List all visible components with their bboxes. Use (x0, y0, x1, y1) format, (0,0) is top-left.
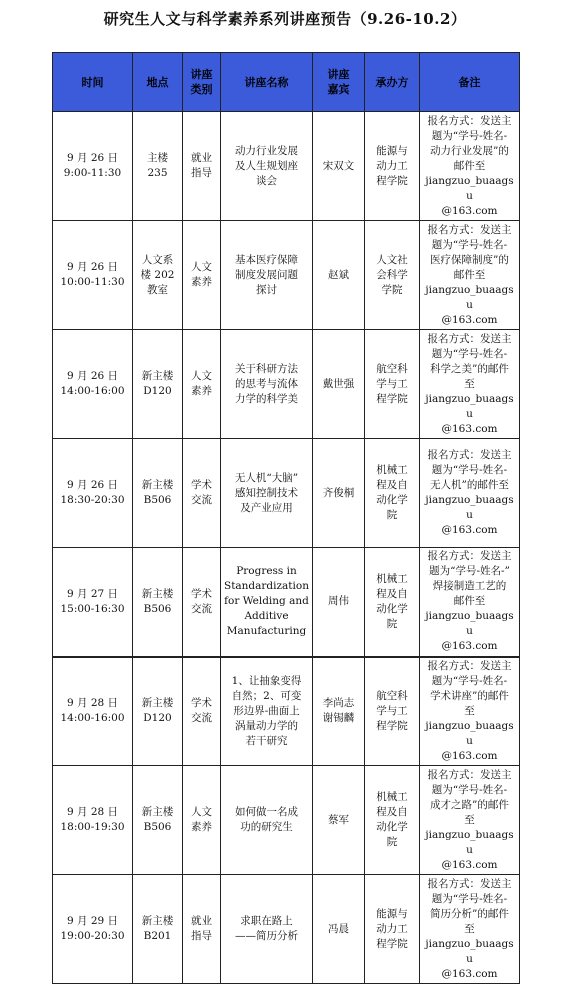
header-time: 时间 (53, 53, 133, 112)
cell-organizer: 人文社 会科学 学院 (365, 221, 420, 330)
cell-guest: 宋双文 (313, 112, 365, 221)
page-title: 研究生人文与科学素养系列讲座预告（9.26-10.2） (103, 10, 467, 28)
cell-place: 主楼 235 (133, 112, 183, 221)
cell-category: 人文 素养 (183, 766, 221, 875)
cell-category: 人文 素养 (183, 221, 221, 330)
cell-place: 新主楼 B506 (133, 439, 183, 548)
cell-category: 学术 交流 (183, 657, 221, 766)
cell-place: 新主楼 D120 (133, 330, 183, 439)
cell-time: 9 月 28 日 18:00-19:30 (53, 766, 133, 875)
cell-lecture-name: 关于科研方法 的思考与流体 力学的科学美 (221, 330, 313, 439)
cell-organizer: 机械工 程及自 动化学 院 (365, 439, 420, 548)
table-row (53, 548, 520, 657)
cell-guest: 蔡军 (313, 766, 365, 875)
cell-lecture-name: 求职在路上 ——简历分析 (221, 875, 313, 984)
cell-lecture-name: 如何做一名成 功的研究生 (221, 766, 313, 875)
cell-guest: 赵斌 (313, 221, 365, 330)
cell-time: 9 月 29 日 19:00-20:30 (53, 875, 133, 984)
cell-time: 9 月 26 日 14:00-16:00 (53, 330, 133, 439)
cell-lecture-name: 动力行业发展 及人生规划座 谈会 (221, 112, 313, 221)
table-row (53, 221, 520, 330)
cell-note: 报名方式：发送主 题为“学号-姓名- 科学之美”的邮件 至 jiangzuo_buaagsu @163.com (420, 330, 520, 439)
lecture-schedule-table (52, 52, 520, 984)
cell-time: 9 月 26 日 9:00-11:30 (53, 112, 133, 221)
cell-time: 9 月 28 日 14:00-16:00 (53, 657, 133, 766)
cell-note: 报名方式：发送主 题为“学号-姓名- 无人机”的邮件至 jiangzuo_buaagsu @163.com (420, 439, 520, 548)
cell-category: 就业 指导 (183, 875, 221, 984)
cell-guest: 周伟 (313, 548, 365, 657)
table-header-row (53, 53, 520, 112)
cell-note: 报名方式：发送主 题为“学号-姓名- 成才之路”的邮件 至 jiangzuo_buaagsu @163.com (420, 766, 520, 875)
cell-place: 新主楼 B506 (133, 766, 183, 875)
cell-time: 9 月 26 日 18:30-20:30 (53, 439, 133, 548)
table-row (53, 875, 520, 984)
cell-organizer: 能源与 动力工 程学院 (365, 112, 420, 221)
header-place: 地点 (133, 53, 183, 112)
cell-guest: 冯晨 (313, 875, 365, 984)
cell-category: 学术 交流 (183, 548, 221, 657)
table-row (53, 330, 520, 439)
cell-lecture-name: Progress in Standardization for Welding and Additive Manufacturing (221, 548, 313, 657)
cell-note: 报名方式：发送主 题为“学号-姓名-” 焊接制造工艺的 邮件至 jiangzuo_buaagsu @163.com (420, 548, 520, 657)
header-lecture-name: 讲座名称 (221, 53, 313, 112)
cell-guest: 齐俊桐 (313, 439, 365, 548)
header-category: 讲座 类别 (183, 53, 221, 112)
cell-place: 新主楼 B506 (133, 548, 183, 657)
cell-organizer: 机械工 程及自 动化学 院 (365, 766, 420, 875)
cell-category: 学术 交流 (183, 439, 221, 548)
cell-note: 报名方式：发送主 题为“学号-姓名- 动力行业发展”的 邮件至 jiangzuo_buaagsu @163.com (420, 112, 520, 221)
cell-organizer: 能源与 动力工 程学院 (365, 875, 420, 984)
table-row (53, 439, 520, 548)
cell-place: 新主楼 B201 (133, 875, 183, 984)
cell-category: 就业 指导 (183, 112, 221, 221)
cell-place: 新主楼 D120 (133, 657, 183, 766)
cell-time: 9 月 26 日 10:00-11:30 (53, 221, 133, 330)
cell-lecture-name: 基本医疗保障 制度发展问题 探讨 (221, 221, 313, 330)
cell-lecture-name: 1、让抽象变得 自然；2、可变 形边界-曲面上 涡量动力学的 若干研究 (221, 657, 313, 766)
cell-note: 报名方式：发送主 题为“学号-姓名- 简历分析”的邮件 至 jiangzuo_buaagsu @163.com (420, 875, 520, 984)
header-organizer: 承办方 (365, 53, 420, 112)
table-row (53, 766, 520, 875)
cell-category: 人文 素养 (183, 330, 221, 439)
cell-place: 人文系 楼 202 教室 (133, 221, 183, 330)
table-row (53, 657, 520, 766)
cell-guest: 李尚志 谢锡麟 (313, 657, 365, 766)
cell-organizer: 航空科 学与工 程学院 (365, 657, 420, 766)
cell-note: 报名方式：发送主 题为“学号-姓名- 医疗保障制度”的 邮件至 jiangzuo_buaagsu @163.com (420, 221, 520, 330)
cell-organizer: 机械工 程及自 动化学 院 (365, 548, 420, 657)
table-row (53, 112, 520, 221)
header-note: 备注 (420, 53, 520, 112)
cell-guest: 戴世强 (313, 330, 365, 439)
cell-time: 9 月 27 日 15:00-16:30 (53, 548, 133, 657)
header-guest: 讲座 嘉宾 (313, 53, 365, 112)
cell-lecture-name: 无人机“大脑” 感知控制技术 及产业应用 (221, 439, 313, 548)
cell-organizer: 航空科 学与工 程学院 (365, 330, 420, 439)
cell-note: 报名方式：发送主 题为“学号-姓名- 学术讲座”的邮件 至 jiangzuo_buaagsu @163.com (420, 657, 520, 766)
